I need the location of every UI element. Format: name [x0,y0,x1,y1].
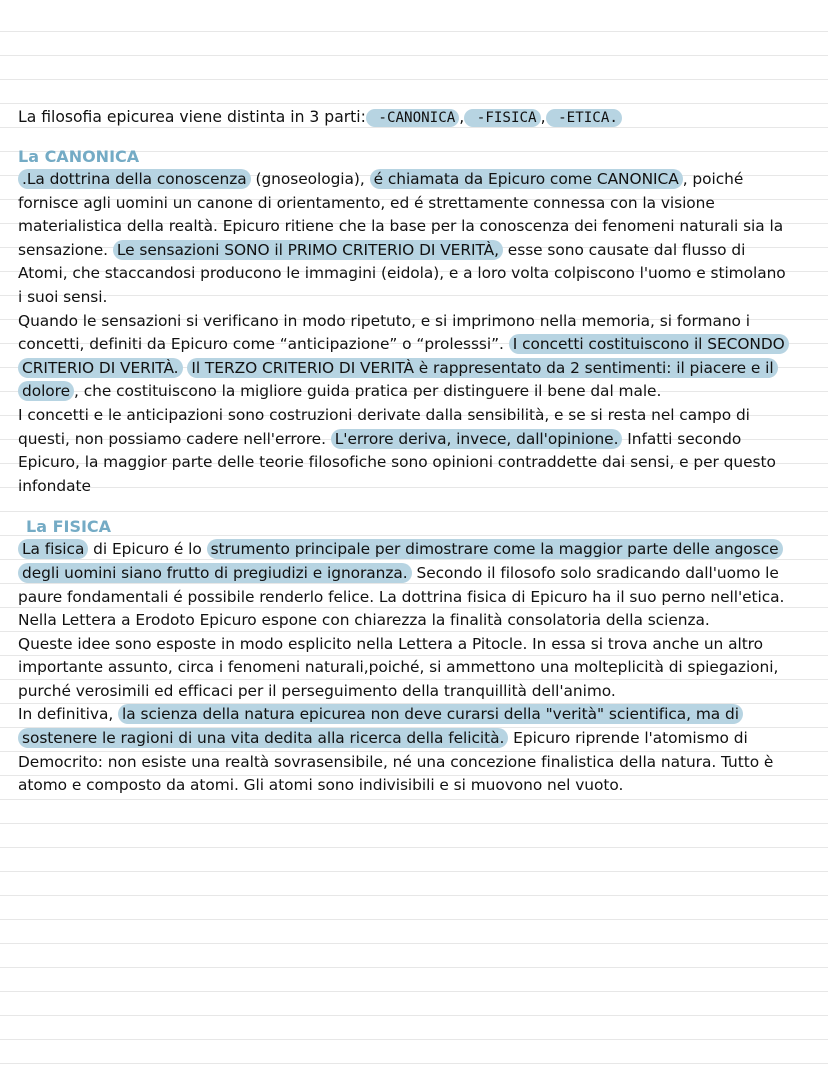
part-etica: -ETICA. [546,109,622,127]
text-run: Quando le sensazioni si verificano in modo ripetuto, e si imprimono nella memoria, si formano i concetti, definiti da Epicuro come “anticipazione” o “prolesssi”. [18,311,750,354]
canonica-heading: La CANONICA [18,147,140,166]
text-run: , ed é strettamente connessa con la visione materialistica della realtà. Epicuro ritiene che la base per la conoscenza dei fenomeni naturali sia la sensazione. [18,193,784,259]
part-fisica: -FISICA [464,109,540,127]
text-run: I concetti e le anticipazioni sono costruzioni derivate dalla sensibilità, e se si resta nel campo di questi, non possiamo cadere nell'errore. [18,405,750,448]
text-run: (gnoseologia), [250,170,370,188]
highlight: é chiamata da Epicuro come CANONICA [370,169,683,189]
canonica-paragraph-2 [18,310,788,404]
fisica-paragraph-3 [18,703,788,797]
highlight: strumento principale per dimostrare come la maggior parte delle angosce degli uomini siano frutto di pregiudizi e ignoranza. [18,539,783,583]
text-run: Queste idee sono esposte in modo esplicito nella Lettera a Pitocle. In essa si trova anche un altro importante assunto, circa i fenomeni naturali,poiché, si ammettono una molteplicità di spiegazioni, purché verosimili ed efficaci per il perseguimento della tranquillità dell'animo. [18,634,779,700]
text-run: di Epicuro é lo [88,540,207,559]
text-run: , che costituiscono la migliore guida pratica per distinguere il bene dal male. [74,382,662,401]
intro-lead: La filosofia epicurea viene distinta in 3 parti: [18,108,366,126]
fisica-heading: La FISICA [26,517,112,537]
section-gap [18,498,788,516]
fisica-paragraph-1 [18,538,788,632]
text-run: esse sono causate dal flusso di Atomi, che staccandosi producono le immagini (eidola), e a loro volta colpiscono l'uomo e stimolano i suoi sensi. [18,240,786,306]
highlight: Il TERZO CRITERIO DI VERITÀ è rappresentato da 2 sentimenti: il piacere e il dolore [18,358,778,402]
intro-line: La filosofia epicurea viene distinta in 3 parti: -CANONICA , -FISICA , -ETICA. [18,105,788,130]
part-canonica: -CANONICA [366,109,459,127]
highlight: .La dottrina della conoscenza [18,169,251,189]
fisica-paragraph-2 [18,633,788,704]
canonica-paragraph-3 [18,404,788,498]
highlight: La fisica [18,539,88,559]
text-run: , poiché fornisce agli uomini un canone di orientamento [18,170,744,212]
text-run: Epicuro riprende l'atomismo di Democrito: non esiste una realtà sovrasensibile, né una concezione finalistica della natura. Tutto è atomo e composto da atomi. Gli atomi sono indivisibili e si muovono nel vuoto. [18,729,774,795]
text-run: Infatti secondo Epicuro, la maggior parte delle teorie filosofiche sono opinioni contraddette dai sensi, e per questo infondate [18,429,776,495]
highlight: L'errore deriva, invece, dall'opinione. [331,429,623,449]
canonica-paragraph-1 [18,168,788,310]
highlight: Le sensazioni SONO il PRIMO CRITERIO DI VERITÀ, [113,240,503,260]
text-run: In definitiva, [18,705,119,724]
text-run: Secondo il filosofo solo sradicando dall'uomo le paure fondamentali é possibile renderlo felice. La dottrina fisica di Epicuro ha il suo perno nell'etica. Nella Lettera a Erodoto Epicuro espone con chiarezza la finalità consolatoria della scienza. [18,563,785,630]
highlight: I concetti costituiscono il SECONDO CRITERIO DI VERITÀ. [18,334,789,378]
highlight: la scienza della natura epicurea non deve curarsi della "verità" scientifica, ma di sostenere le ragioni di una vita dedita alla ricerca della felicità. [18,704,743,748]
